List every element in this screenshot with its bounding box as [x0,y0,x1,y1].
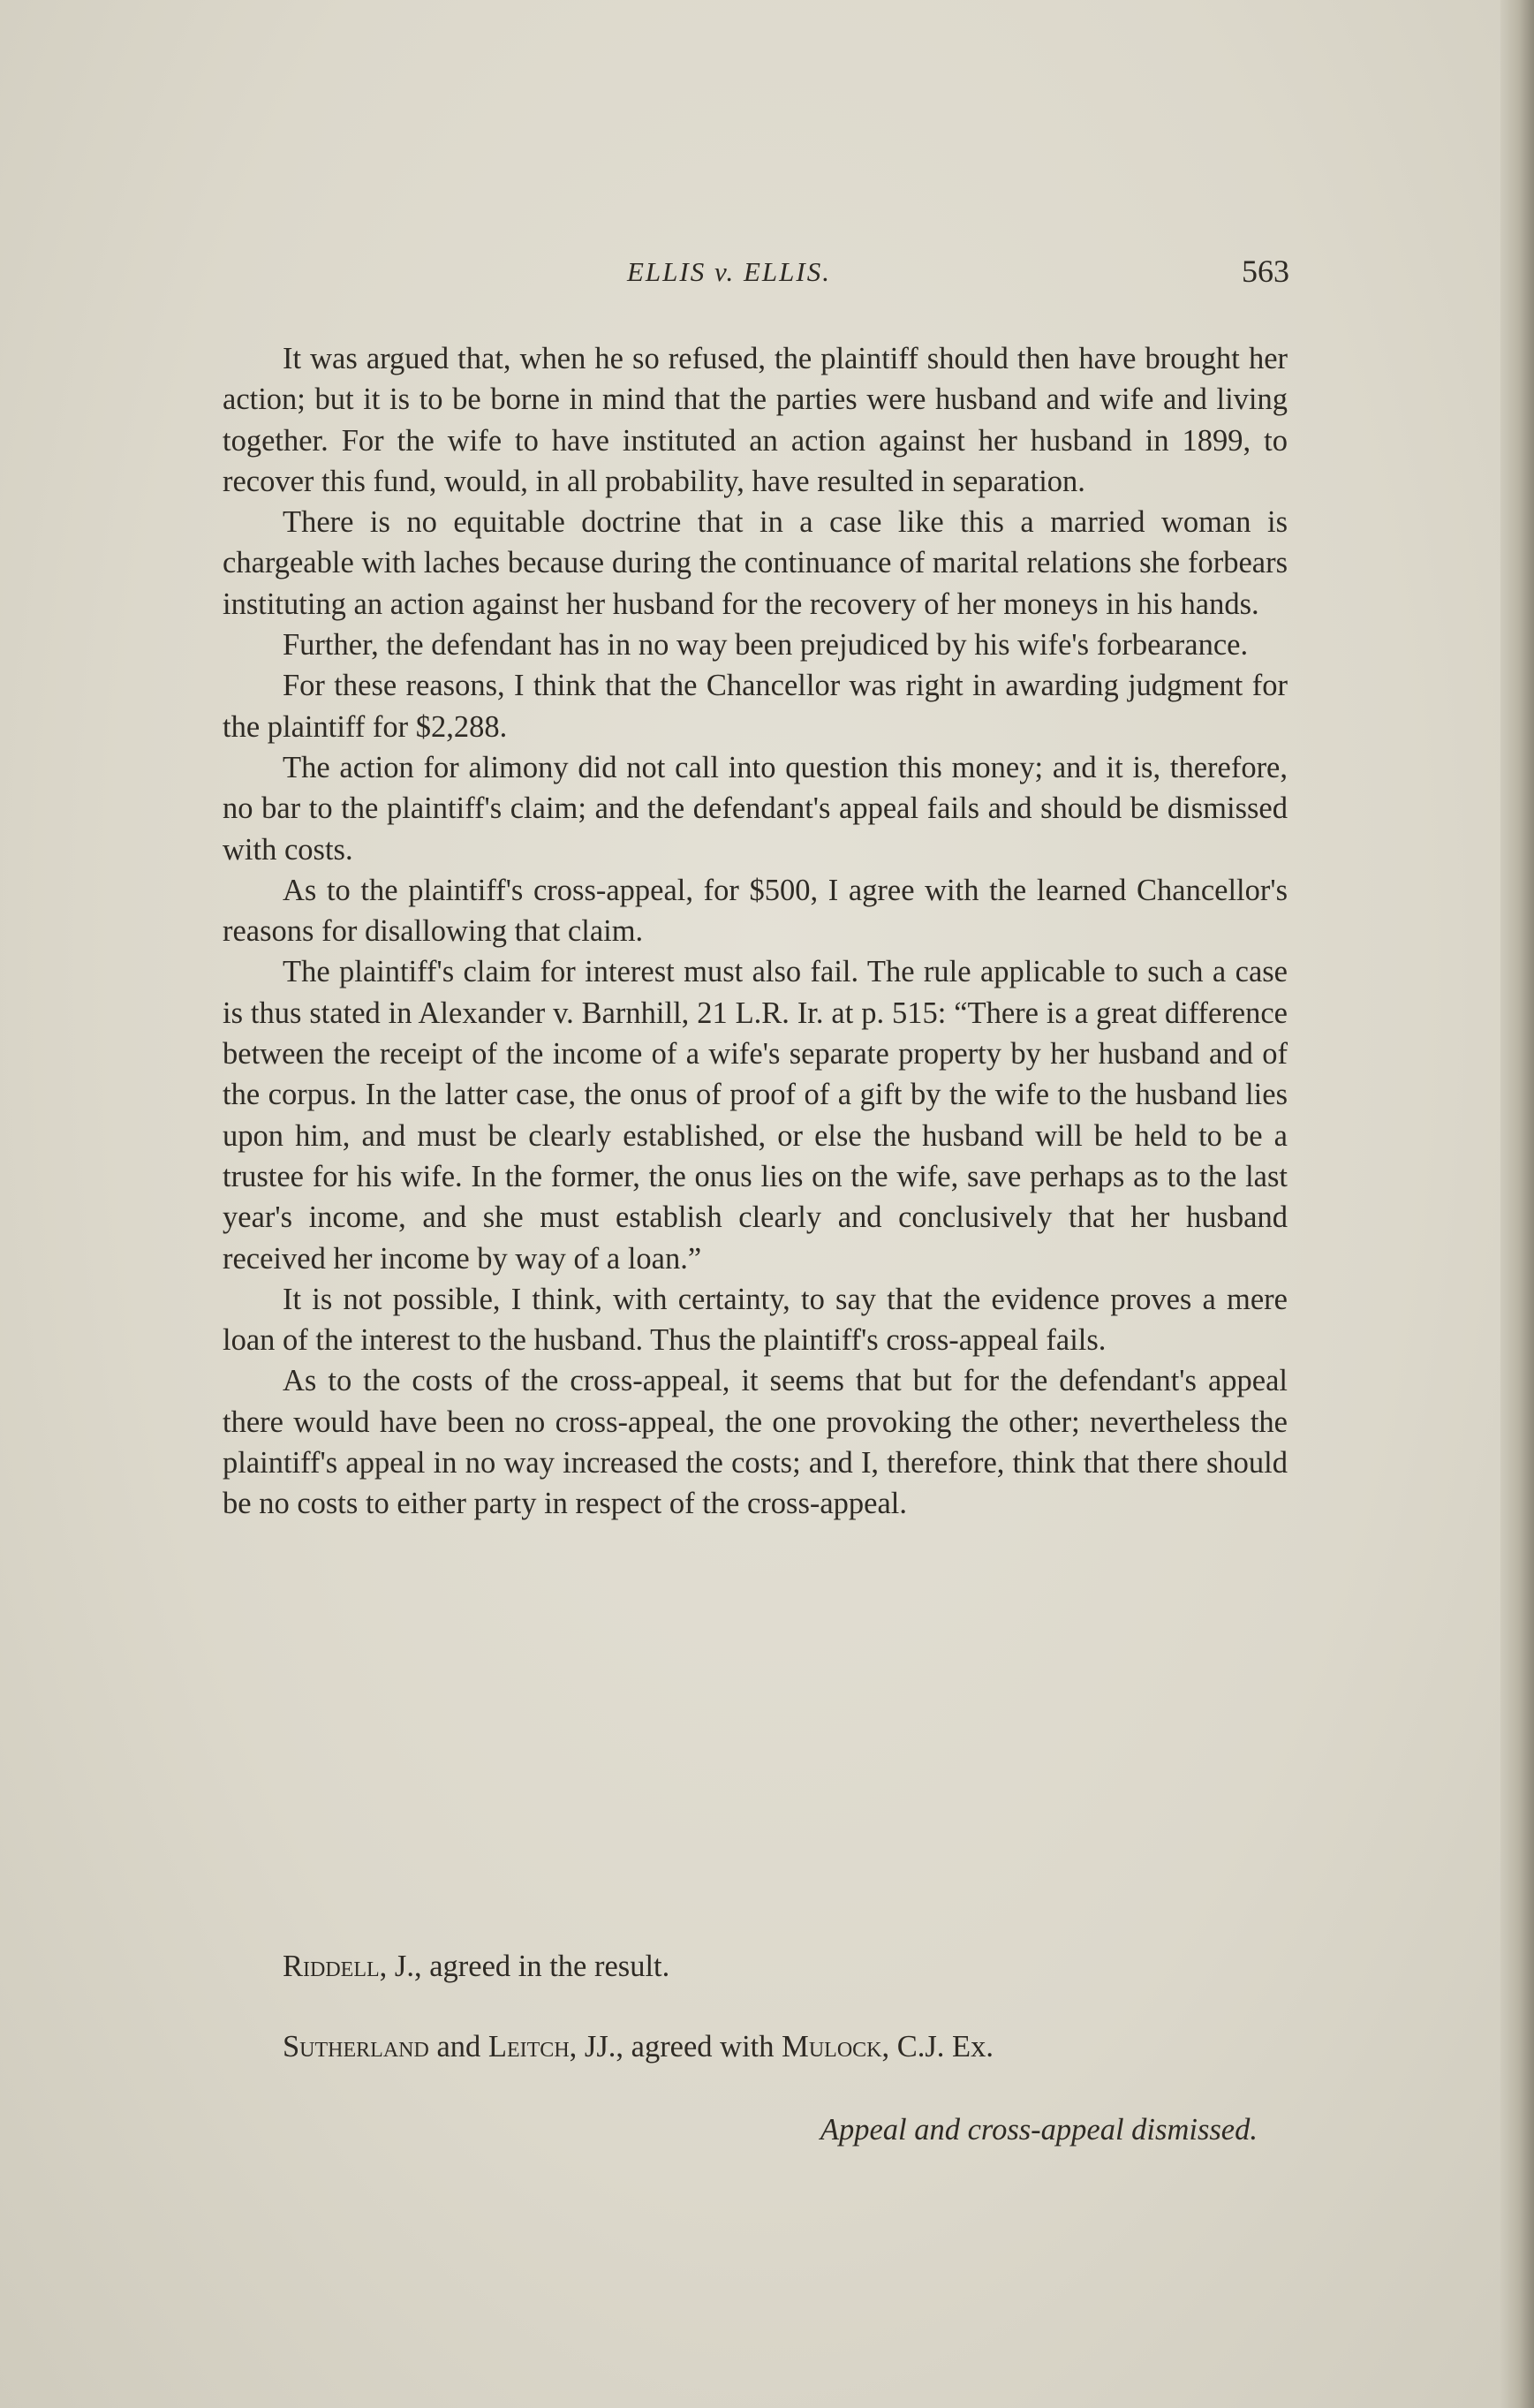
judgment-body [223,338,1288,1525]
paragraph: As to the costs of the cross-appeal, it seems that but for the defendant's appeal there would have been no cross-appeal, the one provoking the other; nevertheless the plaintiff's appeal in no way increased the costs; and I, therefore, think that there should be no costs to either party in respect of the cross-appeal. [223,1364,1288,1521]
paragraph: For these reasons, I think that the Chancellor was right in awarding judgment for the plaintiff for $2,288. [223,669,1288,744]
judge-name-leitch: Leitch [487,2030,570,2063]
paragraph: It was argued that, when he so refused, the plaintiff should then have brought her action; but it is to be borne in mind that the parties were husband and wife and living together. For the wife to have instituted an action against her husband in 1899, to recover this fund, would, in all probability, have resulted in separation. [223,342,1288,498]
concurrence-suffix: , C.J. Ex. [881,2030,994,2063]
concurrence-text: , JJ., agreed with [569,2030,782,2063]
paragraph: The action for alimony did not call into question this money; and it is, therefore, no bar to the plaintiff's claim; and the defendant's appeal fails and should be dismissed with costs. [223,750,1288,867]
disposition: Appeal and cross-appeal dismissed. [820,2113,1258,2147]
paragraph: The plaintiff's claim for interest must also fail. The rule applicable to such a case is thus stated in Alexander v. Barnhill, 21 L.R. Ir. at p. 515: “There is a great difference between the receipt of the income of a wife's separate property by her husband and of the corpus. In the latter case, the onus of proof of a gift by the wife to the husband lies upon him, and must be clearly established, or else the husband will be held to be a trustee for his wife. In the former, the onus lies on the wife, save perhaps as to the last year's income, and she must establish clearly and conclusively that her husband received her income by way of a loan.” [223,955,1288,1276]
paragraph: Further, the defendant has in no way been prejudiced by his wife's forbearance. [283,628,1249,663]
concurrence-text: , J., agreed in the result. [379,1950,670,1983]
page-number: 563 [1242,254,1289,289]
page-header [221,249,1289,302]
riddell-concurrence [223,1946,1288,1987]
running-head: ELLIS v. ELLIS. [627,256,831,287]
paragraph: There is no equitable doctrine that in a case like this a married woman is chargeable with laches because during the continuance of marital relations she forbears instituting an action against her husband for the recovery of her moneys in his hands. [223,505,1288,621]
paragraph: It is not possible, I think, with certainty, to say that the evidence proves a mere loan of the interest to the husband. Thus the plaintiff's cross-appeal fails. [223,1282,1288,1358]
judge-name-riddell: Riddell [283,1950,380,1983]
judge-name-mulock: Mulock [782,2030,882,2063]
book-gutter [1500,0,1534,2408]
conjunction: and [428,2030,488,2063]
judge-name-sutherland: Sutherland [283,2030,429,2063]
paragraph: As to the plaintiff's cross-appeal, for $500, I agree with the learned Chancellor's reasons for disallowing that claim. [223,873,1288,949]
sutherland-leitch-concurrence [223,2026,1288,2067]
